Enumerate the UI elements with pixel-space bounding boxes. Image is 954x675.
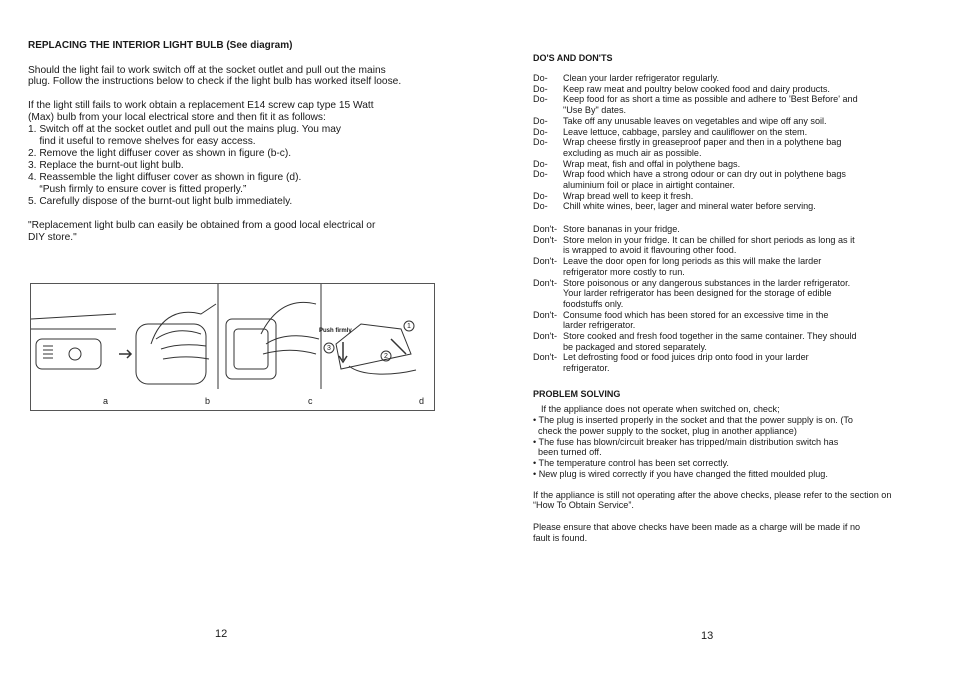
paragraph-line: “How To Obtain Service”. xyxy=(533,500,634,510)
list-item-text: Store melon in your fridge. It can be chilled for short periods as long as it xyxy=(563,234,855,245)
figure-label-b: b xyxy=(205,396,211,406)
section-heading: DO'S AND DON'TS xyxy=(533,53,613,63)
paragraph-line: If the light still fails to work obtain a replacement E14 screw cap type 15 Watt xyxy=(28,100,374,111)
list-item-prefix: Don't- xyxy=(533,331,557,341)
step-item: 1. Switch off at the socket outlet and pull out the mains plug. You may xyxy=(28,124,341,135)
figure-label-d: d xyxy=(419,396,425,406)
problem-check-item: • New plug is wired correctly if you have changed the fitted moulded plug. xyxy=(533,469,828,479)
problem-check-item: • The temperature control has been set correctly. xyxy=(533,458,729,469)
step-item: 2. Remove the light diffuser cover as shown in figure (b-c). xyxy=(28,148,292,159)
step-number-1: 1 xyxy=(407,323,411,330)
diagram-illustration xyxy=(31,284,434,410)
list-item-text: Wrap cheese firstly in greaseproof paper and then in a polythene bag xyxy=(563,137,842,148)
list-item-text: Chill white wines, beer, lager and mineral water before serving. xyxy=(563,201,816,212)
list-item-prefix: Do- xyxy=(533,137,548,148)
right-page xyxy=(477,0,954,675)
step-item: “Push firmly to ensure cover is fitted properly.” xyxy=(28,184,247,195)
push-firmly-label: Push firmly xyxy=(319,328,352,334)
list-item-text: Keep food for as short a time as possible and adhere to 'Best Before' and xyxy=(563,94,858,105)
paragraph-line: Should the light fail to work switch off at the socket outlet and pull out the mains xyxy=(28,65,386,76)
list-item-prefix: Do- xyxy=(533,201,548,212)
problem-check-item: been turned off. xyxy=(533,447,602,458)
list-item-text: Let defrosting food or food juices drip onto food in your larder xyxy=(563,352,809,363)
section-heading: PROBLEM SOLVING xyxy=(533,389,621,399)
paragraph-line: DIY store." xyxy=(28,232,77,243)
list-item-text: be packaged and stored separately. xyxy=(563,341,707,352)
list-item-text: Keep raw meat and poultry below cooked food and dairy products. xyxy=(563,83,830,94)
step-item: find it useful to remove shelves for easy access. xyxy=(28,136,256,147)
list-item-prefix: Do- xyxy=(533,115,548,126)
problem-intro: If the appliance does not operate when switched on, check; xyxy=(541,404,780,414)
step-item: 4. Reassemble the light diffuser cover as shown in figure (d). xyxy=(28,172,302,183)
list-item-text: Your larder refrigerator has been designed for the storage of edible xyxy=(563,288,832,299)
list-item-prefix: Don't- xyxy=(533,277,557,288)
problem-check-item: • The plug is inserted properly in the socket and that the power supply is on. (To xyxy=(533,415,853,425)
list-item-text: Take off any unusable leaves on vegetables and wipe off any soil. xyxy=(563,115,827,126)
page-number: 12 xyxy=(215,628,228,640)
paragraph-line: Please ensure that above checks have been made as a charge will be made if no xyxy=(533,522,861,532)
paragraph-line: fault is found. xyxy=(533,533,588,543)
list-item-text: Store poisonous or any dangerous substances in the larder refrigerator. xyxy=(563,277,851,288)
problem-check-item: • The fuse has blown/circuit breaker has tripped/main distribution switch has xyxy=(533,436,839,447)
list-item-text: Consume food which has been stored for an excessive time in the xyxy=(563,309,829,320)
step-number-2: 2 xyxy=(384,353,388,360)
figure-label-a: a xyxy=(103,396,109,406)
bulb-replacement-diagram xyxy=(30,283,435,411)
list-item-prefix: Don't- xyxy=(533,352,557,363)
list-item-prefix: Do- xyxy=(533,169,548,180)
paragraph-line: (Max) bulb from your local electrical store and then fit it as follows: xyxy=(28,112,326,123)
list-item-text: Leave lettuce, cabbage, parsley and cauliflower on the stem. xyxy=(563,126,808,137)
list-item-prefix: Do- xyxy=(533,83,548,94)
problem-check-item: check the power supply to the socket, plug in another appliance) xyxy=(533,425,797,436)
step-item: 3. Replace the burnt-out light bulb. xyxy=(28,160,184,171)
list-item-text: Wrap food which have a strong odour or can dry out in polythene bags xyxy=(563,169,846,180)
list-item-text: is wrapped to avoid it flavouring other food. xyxy=(563,245,737,256)
figure-label-c: c xyxy=(308,396,313,406)
list-item-text: Store cooked and fresh food together in the same container. They should xyxy=(563,331,857,341)
list-item-prefix: Do- xyxy=(533,190,548,201)
list-item-prefix: Do- xyxy=(533,73,548,83)
section-heading: REPLACING THE INTERIOR LIGHT BULB (See diagram) xyxy=(28,40,293,51)
page-number: 13 xyxy=(701,630,714,642)
list-item-text: refrigerator more costly to run. xyxy=(563,266,685,277)
list-item-text: Leave the door open for long periods as this will make the larder xyxy=(563,256,822,267)
list-item-prefix: Do- xyxy=(533,126,548,137)
list-item-text: Wrap bread well to keep it fresh. xyxy=(563,190,694,201)
list-item-prefix: Don't- xyxy=(533,224,557,234)
paragraph-line: If the appliance is still not operating after the above checks, please refer to the section on xyxy=(533,490,892,500)
list-item-text: Wrap meat, fish and offal in polythene bags. xyxy=(563,158,741,169)
list-item-prefix: Don't- xyxy=(533,234,557,245)
step-number-3: 3 xyxy=(327,345,331,352)
list-item-text: Clean your larder refrigerator regularly. xyxy=(563,73,720,83)
paragraph-line: "Replacement light bulb can easily be obtained from a good local electrical or xyxy=(28,220,376,231)
list-item-prefix: Don't- xyxy=(533,309,557,320)
list-item-text: foodstuffs only. xyxy=(563,298,624,309)
step-item: 5. Carefully dispose of the burnt-out light bulb immediately. xyxy=(28,196,293,207)
list-item-text: larder refrigerator. xyxy=(563,320,636,331)
list-item-text: "Use By" dates. xyxy=(563,105,627,116)
list-item-text: refrigerator. xyxy=(563,363,610,374)
list-item-text: Store bananas in your fridge. xyxy=(563,224,680,234)
paragraph-line: plug. Follow the instructions below to check if the light bulb has worked itself loose. xyxy=(28,76,402,87)
list-item-prefix: Don't- xyxy=(533,256,557,267)
list-item-prefix: Do- xyxy=(533,94,548,105)
list-item-text: aluminium foil or place in airtight container. xyxy=(563,180,735,190)
list-item-prefix: Do- xyxy=(533,158,548,169)
list-item-text: excluding as much air as possible. xyxy=(563,147,702,158)
